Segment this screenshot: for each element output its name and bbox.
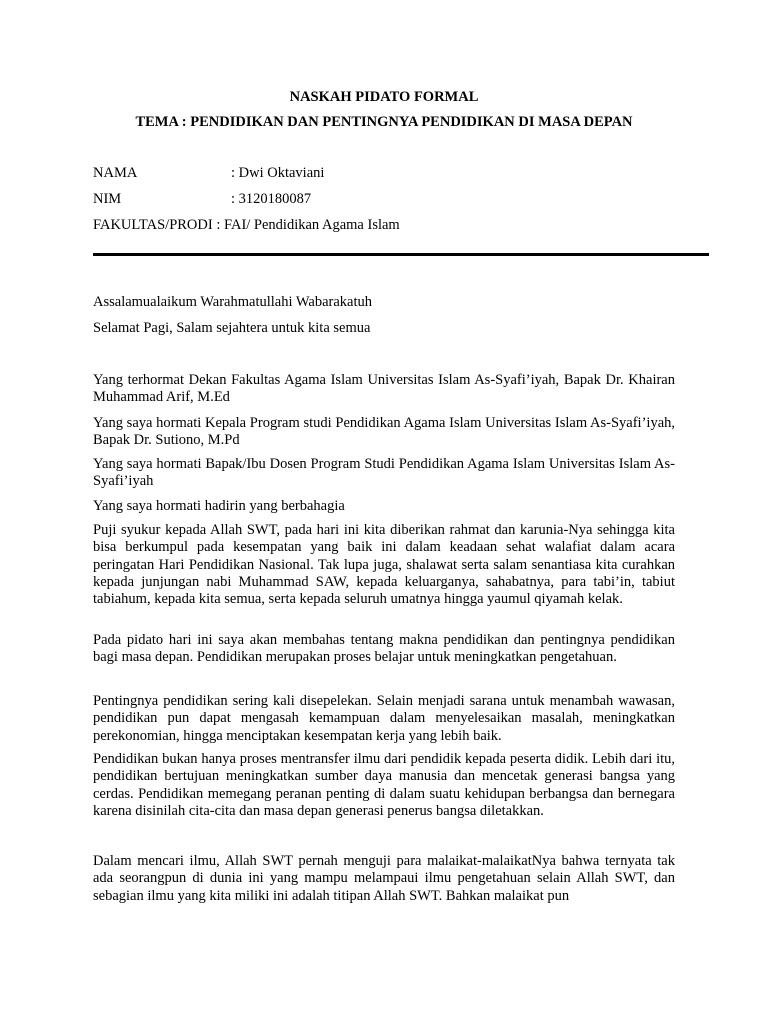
identity-nim-row xyxy=(93,190,311,208)
paragraph-topic: Pada pidato hari ini saya akan membahas tentang makna pendidikan dan pentingnya pendidikan bagi masa depan. Pendidikan merupakan proses belajar untuk meningkatkan pengetahuan. xyxy=(93,632,675,666)
respect-dean: Yang terhormat Dekan Fakultas Agama Islam Universitas Islam As-Syafi’iyah, Bapak Dr. Khairan Muhammad Arif, M.Ed xyxy=(93,372,675,406)
header-divider xyxy=(93,253,709,256)
name-label: NAMA xyxy=(93,165,138,181)
document-title: NASKAH PIDATO FORMAL xyxy=(289,89,479,105)
greeting-morning: Selamat Pagi, Salam sejahtera untuk kita semua xyxy=(93,320,371,336)
greeting-salam: Assalamualaikum Warahmatullahi Wabarakatuh xyxy=(93,294,372,310)
faculty-value: : FAI/ Pendidikan Agama Islam xyxy=(212,217,400,233)
respect-audience: Yang saya hormati hadirin yang berbahagia xyxy=(93,498,345,514)
paragraph-opening: Puji syukur kepada Allah SWT, pada hari ini kita diberikan rahmat dan karunia-Nya sehingga kita bisa berkumpul pada kesempatan yang baik ini dalam keadaan sehat walafiat dalam acara peringatan Hari Pendidikan Nasional. Tak lupa juga, shalawat serta salam senantiasa kita curahkan kepada junjungan nabi Muhammad SAW, kepada keluarganya, sahabatnya, para tabi’in, tabiut tabiahum, kepada kita semua, serta kepada seluruh umatnya hingga yaumul qiyamah kelak. xyxy=(93,522,675,608)
respect-lecturers: Yang saya hormati Bapak/Ibu Dosen Program Studi Pendidikan Agama Islam Universitas Islam As-Syafi’iyah xyxy=(93,456,675,490)
nim-value: : 3120180087 xyxy=(231,191,312,207)
name-value: : Dwi Oktaviani xyxy=(231,165,325,181)
identity-faculty-row xyxy=(93,216,400,234)
document-theme: TEMA : PENDIDIKAN DAN PENTINGNYA PENDIDIKAN DI MASA DEPAN xyxy=(135,114,633,130)
paragraph-importance: Pentingnya pendidikan sering kali disepelekan. Selain menjadi sarana untuk menambah wawasan, pendidikan pun dapat mengasah kemampuan dalam menyelesaikan masalah, meningkatkan perekonomian, hingga menciptakan kesempatan kerja yang lebih baik. xyxy=(93,693,675,744)
nim-label: NIM xyxy=(93,191,122,207)
faculty-label: FAKULTAS/PRODI xyxy=(93,217,213,233)
paragraph-purpose: Pendidikan bukan hanya proses mentransfer ilmu dari pendidik kepada peserta didik. Lebih dari itu, pendidikan bertujuan meningkatkan sumber daya manusia dan mencetak generasi bangsa yang cerdas. Pendidikan memegang peranan penting di dalam suatu kehidupan berbangsa dan bernegara karena disinilah cita-cita dan masa depan generasi penerus bangsa diletakkan. xyxy=(93,751,675,819)
paragraph-knowledge: Dalam mencari ilmu, Allah SWT pernah menguji para malaikat-malaikatNya bahwa ternyata tak ada seorangpun di dunia ini yang mampu melampaui ilmu pengetahuan selain Allah SWT, dan sebagian ilmu yang kita miliki ini adalah titipan Allah SWT. Bahkan malaikat pun xyxy=(93,853,675,904)
identity-name-row xyxy=(93,164,324,182)
respect-head-of-program: Yang saya hormati Kepala Program studi Pendidikan Agama Islam Universitas Islam As-Syafi’iyah, Bapak Dr. Sutiono, M.Pd xyxy=(93,415,675,449)
